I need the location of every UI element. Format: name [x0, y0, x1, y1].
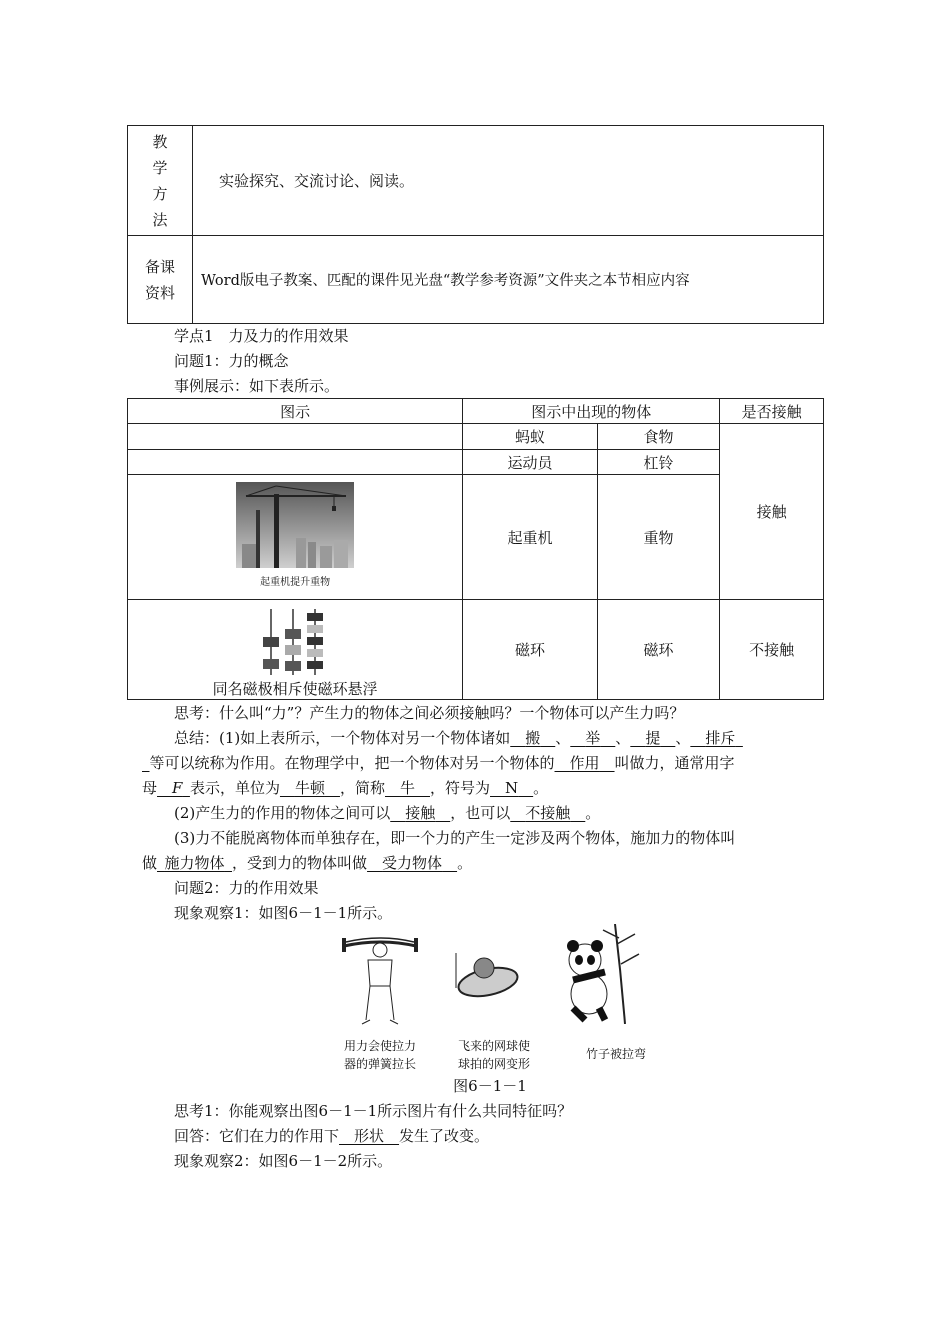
spring-expander-figure: [340, 924, 420, 1039]
blank-shili: 施力物体: [164, 854, 225, 872]
think1: 思考1：你能观察出图6－1－1所示图片有什么共同特征吗？: [174, 1102, 573, 1120]
blank-zuoyong: 作用: [569, 754, 600, 772]
blank-shouli: 受力物体: [382, 854, 443, 872]
caption-spring: 用力会使拉力 器的弹簧拉长: [343, 1039, 416, 1071]
crane-caption: 起重机提升重物: [260, 577, 331, 588]
row-object1: 磁环: [463, 600, 598, 700]
blank-ti: 提: [645, 729, 661, 747]
figure-6-1-1: [340, 924, 670, 1044]
answer-line: 回答：它们在力的作用下 形状 发生了改变。: [174, 1127, 490, 1145]
material-value: Word版电子教案、匹配的课件见光盘“教学参考资源”文件夹之本节相应内容: [201, 273, 690, 289]
magnet-caption: 同名磁极相斥使磁环悬浮: [212, 680, 378, 698]
blank-bujiechu: 不接触: [525, 804, 571, 822]
header-objects: 图示中出现的物体: [463, 399, 720, 424]
crane-image-cell: [128, 475, 463, 600]
example-intro: 事例展示：如下表所示。: [174, 377, 340, 395]
blank-niudun: 牛顿: [294, 779, 325, 797]
example-table: [127, 398, 824, 700]
row-object2: 磁环: [597, 600, 720, 700]
row-object1: 运动员: [463, 450, 598, 475]
question2: 问题2：力的作用效果: [174, 879, 319, 897]
summary-text: 叫做力，通常用字: [614, 754, 735, 772]
blank-jiechu: 接触: [405, 804, 436, 822]
magnet-image-cell: [128, 600, 463, 700]
panda-bamboo-figure: [555, 924, 645, 1024]
blank-ban: 搬: [525, 729, 541, 747]
question1: 问题1：力的概念: [174, 352, 289, 370]
row-object1: 蚂蚁: [463, 424, 598, 450]
blank-niu: 牛: [399, 779, 415, 797]
row-object2: 杠铃: [597, 450, 720, 475]
row-object1: 起重机: [463, 475, 598, 600]
info-table: [127, 125, 824, 324]
material-value-cell: [193, 236, 824, 324]
method-value-cell: [193, 126, 824, 236]
material-label: 备课 资料: [144, 257, 175, 302]
method-label-cell: [128, 126, 193, 236]
header-contact: 是否接触: [720, 399, 824, 424]
point-title: 学点1 力及力的作用效果: [174, 327, 349, 345]
blank-xingzhuang: 形状: [354, 1127, 385, 1145]
caption-racket: 飞来的网球使 球拍的网变形: [457, 1039, 530, 1071]
contact-merged: 接触: [720, 424, 824, 600]
blank-F: F: [172, 779, 183, 797]
crane-photo: [236, 482, 354, 568]
tennis-racket-figure: [450, 948, 520, 1008]
row-image-cell: [128, 450, 463, 475]
summary-p1-line3: 母 F 表示，单位为 牛顿 ，简称 牛 ，符号为 N 。: [142, 779, 549, 797]
row-object2: 重物: [597, 475, 720, 600]
summary-p3-line1: (3)力不能脱离物体而单独存在，即一个力的产生一定涉及两个物体，施加力的物体叫: [174, 829, 736, 847]
blank-paichi: 排斥: [705, 729, 736, 747]
header-image: 图示: [128, 399, 463, 424]
row-image-cell: [128, 424, 463, 450]
blank-ju: 举: [585, 729, 601, 747]
summary-text: 等可以统称为作用。在物理学中，把一个物体对另一个物体的: [149, 754, 555, 772]
figure-label: 图6－1－1: [453, 1077, 527, 1095]
magnet-rings-image: [255, 607, 335, 677]
row-object2: 食物: [597, 424, 720, 450]
method-value: 实验探究、交流讨论、阅读。: [219, 172, 415, 190]
summary-p1-line2: [142, 752, 735, 774]
blank-N: N: [505, 779, 519, 797]
caption-bamboo: 竹子被拉弯: [585, 1047, 646, 1061]
summary-text: 总结：(1)如上表所示，一个物体对另一个物体诸如: [174, 729, 511, 747]
summary-p1-line1: 总结：(1)如上表所示，一个物体对另一个物体诸如 搬 、 举 、 提 、 排斥: [174, 727, 743, 749]
material-label-cell: [128, 236, 193, 324]
think-text: 思考：什么叫“力”？产生力的物体之间必须接触吗？一个物体可以产生力吗？: [174, 704, 685, 722]
summary-p3-line2: 做 施力物体 ，受到力的物体叫做 受力物体 。: [142, 854, 473, 872]
observe1: 现象观察1：如图6－1－1所示。: [174, 904, 393, 922]
row-contact: 不接触: [720, 600, 824, 700]
observe2: 现象观察2：如图6－1－2所示。: [174, 1152, 393, 1170]
method-label: 教 学 方 法: [152, 132, 168, 229]
summary-p2: (2)产生力的作用的物体之间可以 接触 ，也可以 不接触 。: [174, 804, 601, 822]
